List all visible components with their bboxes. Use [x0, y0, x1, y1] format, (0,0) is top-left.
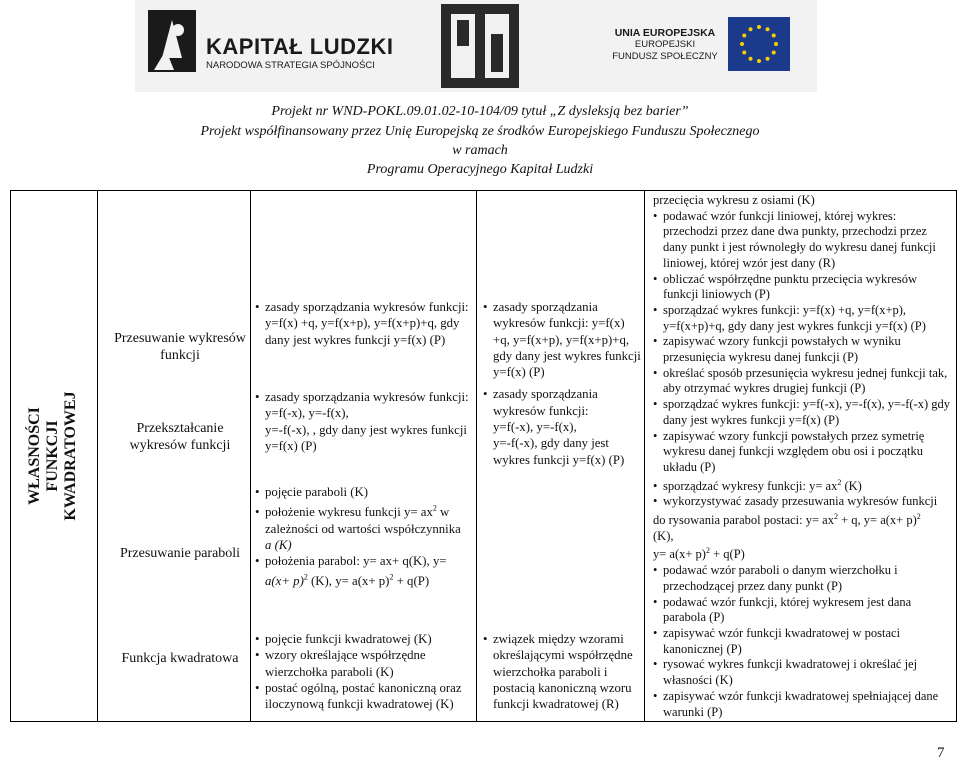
- exponent: 2: [837, 477, 842, 487]
- exponent: 2: [303, 573, 308, 583]
- list-item-cont: (K),: [653, 528, 674, 543]
- list-item-cont: y=-f(-x), gdy dany jest wykres funkcji y=f(x) (P): [493, 436, 625, 467]
- flag-star: [749, 57, 753, 61]
- list-item: • wykorzystywać zasady przesuwania wykresów funkcji: [653, 494, 953, 510]
- formula-text: do rysowania parabol postaci: y= ax: [653, 513, 834, 528]
- flag-star: [772, 34, 776, 38]
- formula-text: (K): [841, 478, 862, 493]
- project-line: Projekt nr WND-POKL.09.01.02-10-104/09 tytuł „Z dysleksją bez barier”: [271, 104, 689, 119]
- list-item: • wzory określające współrzędne wierzchołka paraboli (K): [255, 647, 470, 680]
- list-item: • sporządzać wykres funkcji: y=f(x) +q, y=f(x+p), y=f(x+p)+q, gdy dany jest wykres funkcji y=f(x) (P): [653, 303, 953, 334]
- section-title-text: WŁASNOŚCI FUNKCJI KWADRATOWEJ: [26, 391, 79, 521]
- extended-cell: [483, 299, 641, 468]
- topic-cell: Przekształcanie wykresów funkcji: [129, 421, 231, 453]
- knowledge-cell: [255, 299, 470, 348]
- flag-star: [740, 42, 744, 46]
- list-item: • podawać wzór funkcji, której wykresem jest dana parabola (P): [653, 595, 953, 626]
- list-item: [653, 479, 953, 495]
- flag-star: [774, 42, 778, 46]
- cofinance-line: Projekt współfinansowany przez Unię Europejską ze środków Europejskiego Funduszu Społecznego: [200, 124, 760, 139]
- list-item-cont: y=f(-x), y=-f(x),: [493, 420, 577, 435]
- list-item: • zapisywać wzory funkcji powstałych przez symetrię wykresu danej funkcji względem obu osi i początku układu (P): [653, 429, 953, 476]
- list-item: • zasady sporządzania wykresów funkcji:: [255, 389, 470, 405]
- col-divider: [476, 191, 477, 721]
- exponent: 2: [916, 511, 921, 521]
- exponent: 2: [432, 504, 437, 514]
- topic-cell: Przesuwanie paraboli: [119, 546, 241, 561]
- list-item: • sporządzać wykres funkcji: y=f(-x), y=-f(x), y=-f(-x) gdy dany jest wykres funkcji y=f(x) (P): [653, 397, 953, 428]
- knowledge-cell: [255, 389, 470, 454]
- list-item: • zasady sporządzania wykresów funkcji: y=f(x) +q, y=f(x+p), y=f(x+p)+q, gdy dany jest wykres funkcji y=f(x) (P): [255, 299, 470, 348]
- topic-cell: Przesuwanie wykresów funkcji: [114, 331, 246, 363]
- formula-text: w zależności od wartości współczynnika: [265, 505, 461, 536]
- list-item-cont: [653, 513, 953, 529]
- flag-star: [742, 51, 746, 55]
- knowledge-cell: [255, 631, 470, 712]
- list-item-cont: a (K): [265, 537, 292, 552]
- knowledge-cell: [255, 484, 470, 590]
- ramach-line: w ramach: [452, 143, 508, 158]
- list-item: • zasady sporządzania wykresów funkcji: y=f(x) +q, y=f(x+p), y=f(x+p)+q, gdy dany jest wykres funkcji y=f(x) (P): [483, 299, 641, 380]
- list-item: • określać sposób przesunięcia wykresu jednej funkcji tak, aby otrzymać wykres drugiej funkcji (P): [653, 366, 953, 397]
- list-item-cont: [653, 547, 953, 563]
- eu-flag-icon: [728, 17, 790, 71]
- project-logo-icon: [441, 4, 519, 88]
- list-item: • pojęcie paraboli (K): [255, 484, 470, 500]
- list-item-cont: y=f(-x), y=-f(x),: [265, 406, 349, 421]
- list-item: • zapisywać wzory funkcji powstałych w wyniku przesunięcia wykresu danej funkcji (P): [653, 334, 953, 365]
- exponent: 2: [389, 573, 394, 583]
- list-item: • położenia parabol: y= ax+ q(K), y=: [255, 553, 470, 569]
- section-title: [26, 306, 80, 606]
- formula-text: a(x+ p): [265, 574, 304, 589]
- ue-line2: EUROPEJSKI: [634, 39, 696, 50]
- flag-star: [757, 59, 761, 63]
- flag-star: [749, 27, 753, 31]
- col-divider: [644, 191, 645, 721]
- flag-star: [757, 25, 761, 29]
- list-item: • rysować wykres funkcji kwadratowej i określać jej własności (K): [653, 657, 953, 688]
- formula-text: + q(P): [709, 547, 745, 562]
- list-item: • pojęcie funkcji kwadratowej (K): [255, 631, 470, 647]
- ue-line1: UNIA EUROPEJSKA: [614, 27, 716, 39]
- topic-cell: Funkcja kwadratowa: [121, 651, 239, 666]
- exponent: 2: [833, 511, 838, 521]
- list-item-cont: [255, 573, 470, 589]
- flag-star: [766, 27, 770, 31]
- ue-fund-text: [610, 27, 720, 63]
- list-item-cont: przecięcia wykresu z osiami (K): [653, 193, 815, 207]
- skills-cell: [653, 193, 953, 720]
- list-item: • obliczać współrzędne punktu przecięcia wykresów funkcji liniowych (P): [653, 272, 953, 303]
- formula-text: y= a(x+ p): [653, 547, 706, 562]
- kapital-ludzki-subtitle: NARODOWA STRATEGIA SPÓJNOŚCI: [206, 60, 375, 71]
- list-item: • zapisywać wzór funkcji kwadratowej w postaci kanonicznej (P): [653, 626, 953, 657]
- formula-text: + q, y= a(x+ p): [837, 513, 917, 528]
- list-item-cont: y=-f(-x), , gdy dany jest wykres funkcji y=f(x) (P): [265, 422, 467, 453]
- list-item: [255, 504, 470, 537]
- kapital-ludzki-logo-icon: [148, 10, 196, 72]
- program-line: Programu Operacyjnego Kapitał Ludzki: [366, 162, 594, 177]
- exponent: 2: [705, 546, 710, 556]
- list-item: • związek między wzorami określającymi współrzędne wierzchołka paraboli i postacią kanoniczną wzoru funkcji kwadratowej (R): [483, 631, 641, 712]
- section-title-cell: [10, 190, 96, 722]
- flag-star: [772, 51, 776, 55]
- kapital-ludzki-title: KAPITAŁ LUDZKI: [206, 34, 394, 59]
- list-item: • postać ogólną, postać kanoniczną oraz iloczynową funkcji kwadratowej (K): [255, 680, 470, 713]
- formula-text: (K), y= a(x+ p): [307, 574, 390, 589]
- formula-text: + q(P): [393, 574, 430, 589]
- flag-star: [742, 34, 746, 38]
- formula-text: sporządzać wykresy funkcji: y= ax: [663, 478, 838, 493]
- flag-star: [766, 57, 770, 61]
- list-item: • zasady sporządzania wykresów funkcji:: [483, 386, 641, 419]
- extended-cell: [483, 631, 641, 712]
- col-divider: [250, 191, 251, 721]
- page-number: 7: [937, 745, 945, 761]
- formula-text: położenie wykresu funkcji y= ax: [265, 505, 433, 520]
- col-divider: [97, 191, 98, 721]
- list-item: • zapisywać wzór funkcji kwadratowej spełniającej dane warunki (P): [653, 689, 953, 720]
- ue-line3: FUNDUSZ SPOŁECZNY: [612, 51, 718, 62]
- list-item: • podawać wzór funkcji liniowej, której wykres: przechodzi przez dane dwa punkty, przechodzi przez dany punkt i jest równoległy do wykresu danej funkcji liniowej, której wzór jest dany (R): [653, 209, 953, 272]
- list-item: • podawać wzór paraboli o danym wierzchołku i przechodzącej przez dany punkt (P): [653, 563, 953, 594]
